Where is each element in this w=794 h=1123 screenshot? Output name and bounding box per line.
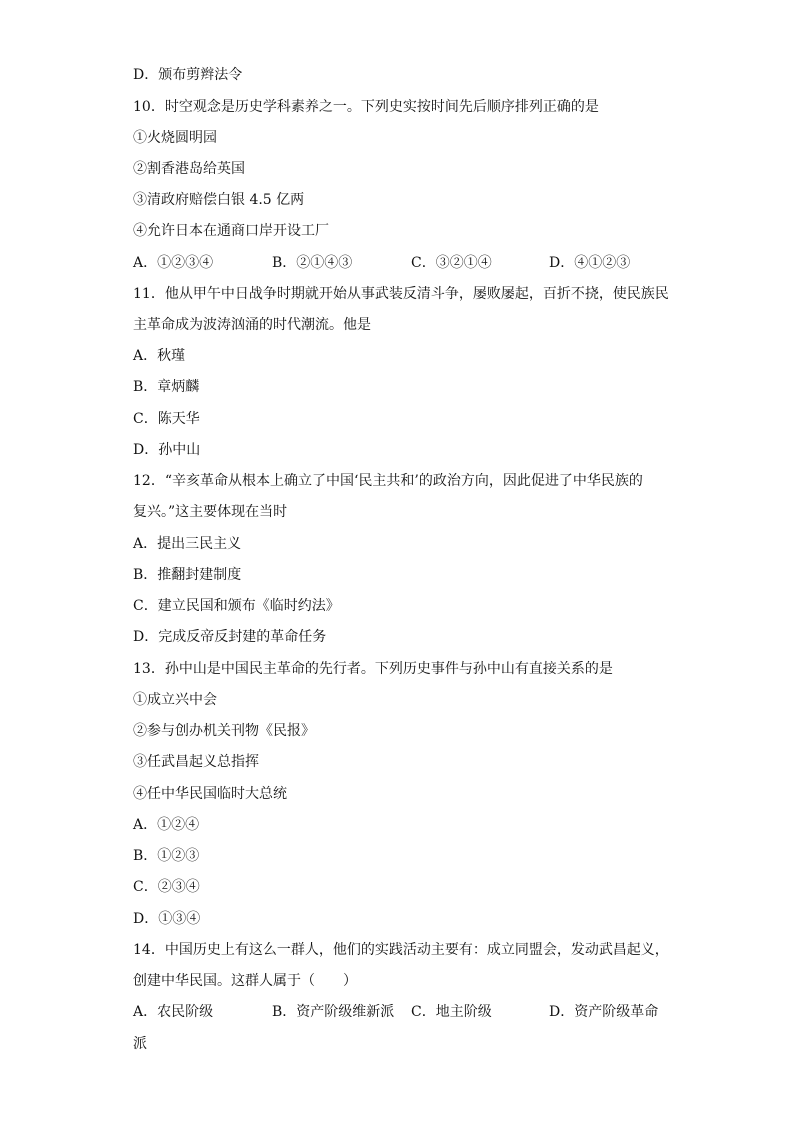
q10-option-d: D．④①②③ bbox=[549, 255, 631, 271]
q12-option-c: C．建立民国和颁布《临时约法》 bbox=[133, 598, 340, 614]
q13-option-a: A．①②④ bbox=[133, 817, 200, 833]
q14-option-d: D．资产阶级革命 bbox=[549, 1004, 659, 1020]
q10-option-b: B．②①④③ bbox=[272, 255, 353, 271]
q13-item-1: ①成立兴中会 bbox=[133, 692, 217, 708]
q12-stem-line2: 复兴。”这主要体现在当时 bbox=[133, 504, 288, 520]
q10-options bbox=[133, 253, 693, 273]
q14-stem-line1: 14．中国历史上有这么一群人，他们的实践活动主要有：成立同盟会，发动武昌起义， bbox=[133, 942, 669, 958]
q12-stem-line1: 12．“辛亥革命从根本上确立了中国‘民主共和’的政治方向，因此促进了中华民族的 bbox=[133, 473, 643, 489]
q11-option-c: C．陈天华 bbox=[133, 411, 200, 427]
q10-item-4: ④允许日本在通商口岸开设工厂 bbox=[133, 223, 329, 239]
q13-option-b: B．①②③ bbox=[133, 848, 200, 864]
q13-item-3: ③任武昌起义总指挥 bbox=[133, 754, 259, 770]
q14-option-b: B．资产阶级维新派 bbox=[272, 1004, 395, 1020]
q14-option-c: C．地主阶级 bbox=[411, 1004, 492, 1020]
q10-item-3: ③清政府赔偿白银 4.5 亿两 bbox=[133, 192, 305, 208]
q12-option-a: A．提出三民主义 bbox=[133, 536, 242, 552]
q11-stem-line2: 主革命成为波涛汹涌的时代潮流。他是 bbox=[133, 317, 371, 333]
q12-option-d: D．完成反帝反封建的革命任务 bbox=[133, 629, 327, 645]
q11-option-d: D．孙中山 bbox=[133, 442, 201, 458]
q13-item-2: ②参与创办机关刊物《民报》 bbox=[133, 723, 315, 739]
q9-option-d: D．颁布剪辫法令 bbox=[133, 67, 243, 83]
q10-option-c: C．③②①④ bbox=[411, 255, 492, 271]
q10-option-a: A．①②③④ bbox=[133, 255, 214, 271]
q11-option-a: A．秋瑾 bbox=[133, 348, 186, 364]
q10-stem: 10．时空观念是历史学科素养之一。下列史实按时间先后顺序排列正确的是 bbox=[133, 99, 599, 115]
q12-option-b: B．推翻封建制度 bbox=[133, 567, 242, 583]
q14-options bbox=[133, 1002, 693, 1022]
q10-item-2: ②割香港岛给英国 bbox=[133, 161, 245, 177]
q13-option-c: C．②③④ bbox=[133, 879, 200, 895]
q14-stem-line2: 创建中华民国。这群人属于（ ） bbox=[133, 973, 357, 989]
q13-stem: 13．孙中山是中国民主革命的先行者。下列历史事件与孙中山有直接关系的是 bbox=[133, 661, 613, 677]
q10-item-1: ①火烧圆明园 bbox=[133, 130, 217, 146]
q13-item-4: ④任中华民国临时大总统 bbox=[133, 786, 287, 802]
q13-option-d: D．①③④ bbox=[133, 911, 201, 927]
q14-option-a: A．农民阶级 bbox=[133, 1004, 214, 1020]
q11-option-b: B．章炳麟 bbox=[133, 379, 200, 395]
q14-option-d-wrap: 派 bbox=[133, 1036, 147, 1052]
q11-stem-line1: 11．他从甲午中日战争时期就开始从事武装反清斗争，屡败屡起，百折不挠，使民族民 bbox=[133, 286, 669, 302]
